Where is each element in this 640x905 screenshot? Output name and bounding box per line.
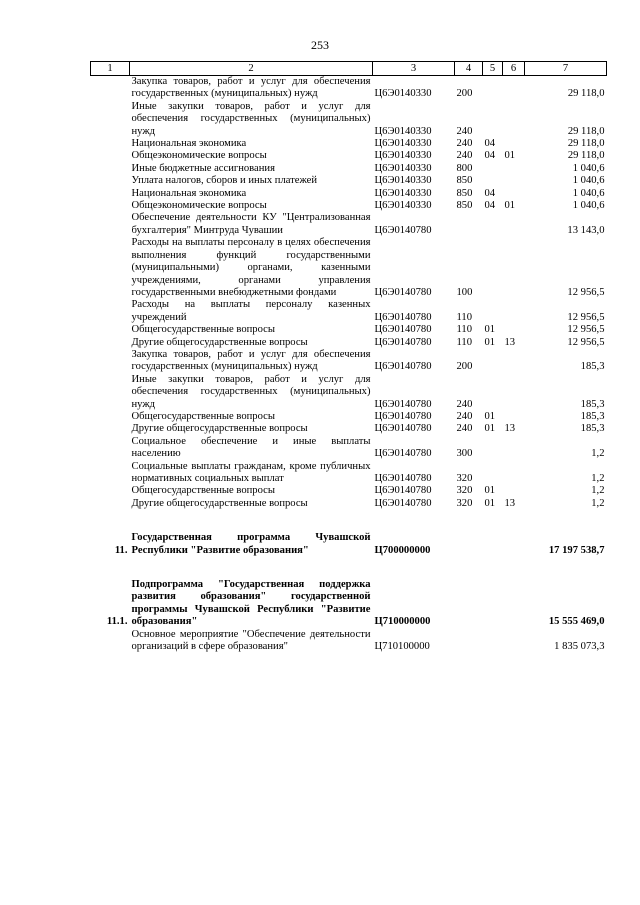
row-subsection <box>503 138 525 150</box>
row-description: Социальные выплаты гражданам, кроме публичных нормативных социальных выплат <box>131 460 371 484</box>
row-expense-type: 240 <box>456 150 473 162</box>
column-header: 7 <box>525 62 607 76</box>
row-expense-type: 320 <box>456 473 473 484</box>
row-description: Общеэкономические вопросы <box>131 150 267 162</box>
row-description: Национальная экономика <box>131 187 247 199</box>
row-subsection <box>503 188 525 200</box>
table-row <box>91 461 607 486</box>
row-subsection <box>503 461 525 486</box>
row-section: 01 <box>484 497 496 509</box>
row-number <box>91 436 130 461</box>
row-number: 11. <box>114 544 128 556</box>
row-target-code: Ц6Э0140780 <box>374 473 432 484</box>
table-row <box>91 76 607 101</box>
row-description: Иные закупки товаров, работ и услуг для обеспечения государственных (муниципальных) нужд <box>131 100 371 137</box>
row-amount: 29 118,0 <box>567 150 605 162</box>
row-amount: 1 040,6 <box>572 200 605 212</box>
row-amount: 185,3 <box>580 361 605 373</box>
row-number <box>91 188 130 200</box>
table-row <box>91 485 607 497</box>
table-header-row <box>91 62 607 76</box>
table-row <box>91 212 607 237</box>
table-row <box>91 200 607 212</box>
budget-table <box>90 61 607 653</box>
row-amount: 1,2 <box>591 448 605 460</box>
row-subsection <box>503 101 525 138</box>
row-subsection <box>503 175 525 187</box>
row-amount: 1 040,6 <box>572 162 605 174</box>
row-target-code: Ц6Э0140780 <box>374 361 432 373</box>
row-number <box>91 411 130 423</box>
row-number: 11.1. <box>106 616 128 628</box>
row-description: Общегосударственные вопросы <box>131 324 275 336</box>
row-section <box>483 349 503 374</box>
row-target-code: Ц710100000 <box>374 641 430 653</box>
row-amount: 12 956,5 <box>567 311 605 323</box>
row-section <box>483 374 503 411</box>
row-number <box>91 461 130 486</box>
row-subsection <box>503 163 525 175</box>
row-number <box>91 374 130 411</box>
row-expense-type <box>455 629 483 654</box>
table-row <box>91 188 607 200</box>
row-description: Закупка товаров, работ и услуг для обеспечения государственных (муниципальных) нужд <box>131 348 371 373</box>
row-subsection <box>503 212 525 237</box>
row-amount: 1 040,6 <box>572 175 605 187</box>
row-description: Расходы на выплаты персоналу в целях обеспечения выполнения функций государственными (муниципальными) органами, казенными учреждениями, органами управления государственными внебюджетными фондами <box>131 237 371 298</box>
row-section: 01 <box>484 336 496 348</box>
row-amount: 1,2 <box>591 473 605 484</box>
row-number <box>91 629 130 654</box>
row-description: Социальное обеспечение и иные выплаты населению <box>131 435 371 460</box>
row-number <box>91 175 130 187</box>
table-row <box>91 510 607 557</box>
row-amount: 185,3 <box>580 423 605 435</box>
row-expense-type: 800 <box>456 162 473 174</box>
row-section: 04 <box>484 187 496 199</box>
row-description: Иные закупки товаров, работ и услуг для обеспечения государственных (муниципальных) нужд <box>131 373 371 410</box>
row-section: 04 <box>484 150 496 162</box>
row-section <box>483 510 503 557</box>
row-section: 01 <box>484 485 496 497</box>
table-row <box>91 237 607 299</box>
row-number <box>91 76 130 101</box>
table-row <box>91 374 607 411</box>
row-description: Общеэкономические вопросы <box>131 200 267 212</box>
row-description: Государственная программа Чувашской Республики "Развитие образования" <box>131 532 371 556</box>
row-amount: 185,3 <box>580 410 605 422</box>
row-subsection <box>503 299 525 324</box>
row-section: 04 <box>484 200 496 212</box>
row-expense-type: 200 <box>456 361 473 373</box>
row-number <box>91 324 130 336</box>
row-number <box>91 163 130 175</box>
row-amount: 12 956,5 <box>567 336 605 348</box>
row-amount: 29 118,0 <box>567 88 605 100</box>
row-target-code: Ц6Э0140780 <box>374 423 432 435</box>
row-subsection <box>503 485 525 497</box>
row-target-code: Ц6Э0140780 <box>374 324 432 336</box>
row-number <box>91 138 130 150</box>
row-section <box>483 237 503 299</box>
row-amount: 12 956,5 <box>567 324 605 336</box>
row-description: Основное мероприятие "Обеспечение деятельности организаций в сфере образования" <box>131 628 371 653</box>
table-row <box>91 324 607 336</box>
row-number <box>91 299 130 324</box>
row-target-code: Ц6Э0140330 <box>374 187 432 199</box>
row-subsection: 01 <box>504 200 516 212</box>
row-number <box>91 498 130 510</box>
row-target-code: Ц700000000 <box>374 544 431 556</box>
table-row <box>91 349 607 374</box>
row-description: Подпрограмма "Государственная поддержка развития образования" государственной программы Чувашской Республики "Развитие образования" <box>131 579 371 628</box>
row-section: 01 <box>484 423 496 435</box>
row-number <box>91 337 130 349</box>
row-target-code: Ц710000000 <box>374 616 431 628</box>
table-row <box>91 150 607 162</box>
row-number <box>91 101 130 138</box>
row-number <box>91 237 130 299</box>
row-number <box>91 423 130 435</box>
row-amount: 12 956,5 <box>567 286 605 298</box>
row-section <box>483 212 503 237</box>
column-header: 6 <box>503 62 525 76</box>
row-expense-type: 300 <box>456 448 473 460</box>
row-number <box>91 349 130 374</box>
row-amount: 1 835 073,3 <box>554 641 605 653</box>
table-row <box>91 629 607 654</box>
table-row <box>91 423 607 435</box>
row-description: Закупка товаров, работ и услуг для обеспечения государственных (муниципальных) нужд <box>131 76 371 100</box>
row-target-code: Ц6Э0140780 <box>374 448 432 460</box>
row-subsection <box>503 510 525 557</box>
row-expense-type: 110 <box>456 311 472 323</box>
row-target-code: Ц6Э0140780 <box>374 336 432 348</box>
row-expense-type: 100 <box>456 286 473 298</box>
row-expense-type: 240 <box>456 410 473 422</box>
table-row <box>91 498 607 510</box>
column-header: 2 <box>130 62 373 76</box>
row-target-code: Ц6Э0140780 <box>374 410 432 422</box>
row-description: Другие общегосударственные вопросы <box>131 423 308 435</box>
row-target-code: Ц6Э0140330 <box>374 150 432 162</box>
row-expense-type: 240 <box>456 138 473 150</box>
row-target-code: Ц6Э0140330 <box>374 162 432 174</box>
row-section: 04 <box>484 138 496 150</box>
row-section <box>483 557 503 629</box>
row-amount: 1,2 <box>591 485 605 497</box>
row-expense-type: 320 <box>456 485 473 497</box>
column-header: 3 <box>373 62 455 76</box>
row-amount: 1 040,6 <box>572 187 605 199</box>
row-description: Иные бюджетные ассигнования <box>131 162 275 174</box>
table-row <box>91 411 607 423</box>
row-amount: 185,3 <box>580 398 605 410</box>
row-expense-type: 110 <box>456 324 472 336</box>
table-row <box>91 436 607 461</box>
row-description: Расходы на выплаты персоналу казенных учреждений <box>131 299 371 323</box>
row-subsection <box>503 411 525 423</box>
row-subsection <box>503 76 525 101</box>
column-header: 4 <box>455 62 483 76</box>
row-section <box>483 461 503 486</box>
row-target-code: Ц6Э0140780 <box>374 224 432 236</box>
row-subsection <box>503 436 525 461</box>
row-description: Общегосударственные вопросы <box>131 410 275 422</box>
row-target-code: Ц6Э0140330 <box>374 175 432 187</box>
row-subsection <box>503 629 525 654</box>
row-expense-type: 850 <box>456 200 473 212</box>
row-subsection <box>503 557 525 629</box>
row-subsection: 13 <box>504 497 516 509</box>
row-amount: 13 143,0 <box>567 224 605 236</box>
row-expense-type: 110 <box>456 336 472 348</box>
row-section <box>483 629 503 654</box>
row-target-code: Ц6Э0140780 <box>374 485 432 497</box>
row-target-code: Ц6Э0140330 <box>374 200 432 212</box>
row-target-code: Ц6Э0140780 <box>374 286 432 298</box>
row-section <box>483 436 503 461</box>
row-section <box>483 101 503 138</box>
row-subsection <box>503 324 525 336</box>
row-number <box>91 212 130 237</box>
row-expense-type: 240 <box>456 423 473 435</box>
row-amount: 17 197 538,7 <box>548 544 605 556</box>
row-amount: 1,2 <box>591 497 605 509</box>
column-header: 1 <box>91 62 130 76</box>
table-row <box>91 299 607 324</box>
row-expense-type <box>455 510 483 557</box>
row-section: 01 <box>484 324 496 336</box>
row-description: Другие общегосударственные вопросы <box>131 497 308 509</box>
row-target-code: Ц6Э0140330 <box>374 88 432 100</box>
row-subsection: 01 <box>504 150 516 162</box>
table-row <box>91 138 607 150</box>
table-row <box>91 163 607 175</box>
row-amount: 29 118,0 <box>567 138 605 150</box>
row-subsection: 13 <box>504 423 516 435</box>
row-amount: 29 118,0 <box>567 125 605 137</box>
table-row <box>91 337 607 349</box>
row-description: Общегосударственные вопросы <box>131 485 275 497</box>
table-row <box>91 175 607 187</box>
row-amount: 15 555 469,0 <box>548 616 605 628</box>
row-number <box>91 200 130 212</box>
table-row <box>91 557 607 629</box>
row-subsection: 13 <box>504 336 516 348</box>
row-description: Уплата налогов, сборов и иных платежей <box>131 175 318 187</box>
row-number <box>91 150 130 162</box>
row-target-code: Ц6Э0140780 <box>374 398 432 410</box>
row-expense-type: 850 <box>456 175 473 187</box>
row-expense-type: 200 <box>456 88 473 100</box>
row-expense-type <box>455 212 483 237</box>
row-expense-type: 320 <box>456 497 473 509</box>
column-header: 5 <box>483 62 503 76</box>
row-target-code: Ц6Э0140330 <box>374 138 432 150</box>
row-target-code: Ц6Э0140780 <box>374 497 432 509</box>
row-section <box>483 163 503 175</box>
row-description: Национальная экономика <box>131 138 247 150</box>
row-subsection <box>503 374 525 411</box>
row-expense-type: 240 <box>456 125 473 137</box>
row-expense-type <box>455 557 483 629</box>
row-section: 01 <box>484 410 496 422</box>
table-row <box>91 101 607 138</box>
row-number <box>91 485 130 497</box>
row-subsection <box>503 237 525 299</box>
row-description: Обеспечение деятельности КУ "Централизованная бухгалтерия" Минтруда Чувашии <box>131 212 371 236</box>
page-number: 253 <box>311 38 329 52</box>
row-section <box>483 175 503 187</box>
row-target-code: Ц6Э0140780 <box>374 311 432 323</box>
row-expense-type: 240 <box>456 398 473 410</box>
row-subsection <box>503 349 525 374</box>
row-section <box>483 76 503 101</box>
row-target-code: Ц6Э0140330 <box>374 125 432 137</box>
row-description: Другие общегосударственные вопросы <box>131 336 308 348</box>
row-section <box>483 299 503 324</box>
row-expense-type: 850 <box>456 187 473 199</box>
